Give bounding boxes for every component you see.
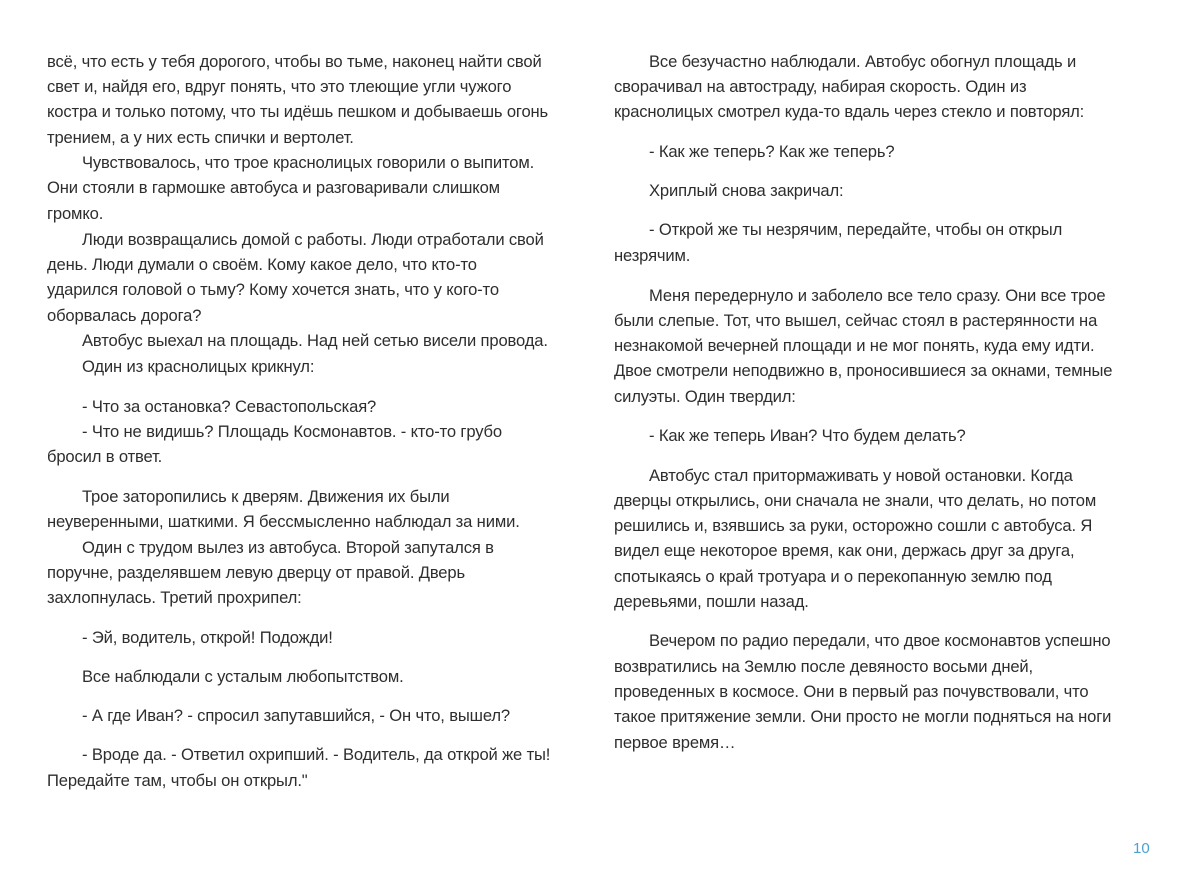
text-line: Автобус стал притормаживать у новой остановки. Когда xyxy=(649,466,1073,485)
text-line: сворачивал на автостраду, набирая скорость. Один из xyxy=(614,77,1027,96)
text-line: дверцы открылись, они сначала не знали, что делать, но потом xyxy=(614,491,1097,510)
text-line: - Как же теперь Иван? Что будем делать? xyxy=(649,426,966,445)
text-line: - Эй, водитель, открой! Подожди! xyxy=(82,628,333,647)
text-line: Они стояли в гармошке автобуса и разговаривали слишком xyxy=(47,178,500,197)
text-line: возвратились на Землю после девяносто восьми дней, xyxy=(614,657,1034,676)
text-line: проведенных в космосе. Они в первый раз почувствовали, что xyxy=(614,682,1089,701)
text-line: Передайте там, чтобы он открыл." xyxy=(47,771,308,790)
text-line: были слепые. Тот, что вышел, сейчас стоял в растерянности на xyxy=(614,311,1098,330)
text-line: краснолицых смотрел куда-то вдаль через стекло и повторял: xyxy=(614,102,1085,121)
text-line: - Что не видишь? Площадь Космонавтов. - кто-то грубо xyxy=(82,422,502,441)
text-line: неуверенными, шаткими. Я бессмысленно наблюдал за ними. xyxy=(47,512,520,531)
text-line: трением, а у них есть спички и вертолет. xyxy=(47,128,354,147)
text-line: такое притяжение земли. Они просто не могли подняться на ноги xyxy=(614,707,1112,726)
text-line: свет и, найдя его, вдруг понять, что это тлеющие угли чужого xyxy=(47,77,512,96)
text-line: всё, что есть у тебя дорогого, чтобы во тьме, наконец найти свой xyxy=(47,52,542,71)
text-line: костра и только потому, что ты идёшь пешком и добываешь огонь xyxy=(47,102,549,121)
text-line: Вечером по радио передали, что двое космонавтов успешно xyxy=(649,631,1111,650)
text-line: Двое смотрели неподвижно в, проносившиеся за окнами, темные xyxy=(614,361,1113,380)
text-line: Меня передернуло и заболело все тело сразу. Они все трое xyxy=(649,286,1106,305)
text-line: деревьями, пошли назад. xyxy=(614,592,809,611)
text-line: Люди возвращались домой с работы. Люди отработали свой xyxy=(82,230,544,249)
text-line: Чувствовалось, что трое краснолицых говорили о выпитом. xyxy=(82,153,535,172)
text-line: - Что за остановка? Севастопольская? xyxy=(82,397,377,416)
text-line: Один с трудом вылез из автобуса. Второй запутался в xyxy=(82,538,494,557)
text-line: Хриплый снова закричал: xyxy=(649,181,844,200)
text-line: бросил в ответ. xyxy=(47,447,163,466)
text-line: громко. xyxy=(47,204,104,223)
text-line: незнакомой вечерней площади и не мог понять, куда ему идти. xyxy=(614,336,1095,355)
text-line: - А где Иван? - спросил запутавшийся, - Он что, вышел? xyxy=(82,706,510,725)
text-line: решились и, взявшись за руки, осторожно сошли с автобуса. Я xyxy=(614,516,1093,535)
text-line: Все наблюдали с усталым любопытством. xyxy=(82,667,404,686)
text-line: поручне, разделявшем левую дверцу от правой. Дверь xyxy=(47,563,465,582)
text-line: оборвалась дорога? xyxy=(47,306,202,325)
text-line: Автобус выехал на площадь. Над ней сетью висели провода. xyxy=(82,331,548,350)
text-line: первое время… xyxy=(614,733,736,752)
text-line: Все безучастно наблюдали. Автобус обогнул площадь и xyxy=(649,52,1077,71)
text-line: захлопнулась. Третий прохрипел: xyxy=(47,588,302,607)
page-number: 10 xyxy=(1133,840,1150,857)
text-line: спотыкаясь о край тротуара и о перекопанную землю под xyxy=(614,567,1052,586)
text-line: - Открой же ты незрячим, передайте, чтобы он открыл xyxy=(649,220,1063,239)
text-line: ударился головой о тьму? Кому хочется знать, что у кого-то xyxy=(47,280,499,299)
text-line: - Вроде да. - Ответил охрипший. - Водитель, да открой же ты! xyxy=(82,745,551,764)
text-line: видел еще некоторое время, как они, держась друг за друга, xyxy=(614,541,1075,560)
text-line: Один из краснолицых крикнул: xyxy=(82,357,315,376)
text-line: - Как же теперь? Как же теперь? xyxy=(649,142,895,161)
text-line: силуэты. Один твердил: xyxy=(614,387,796,406)
text-line: Трое заторопились к дверям. Движения их были xyxy=(82,487,450,506)
text-line: незрячим. xyxy=(614,246,691,265)
text-line: день. Люди думали о своём. Кому какое дело, что кто-то xyxy=(47,255,477,274)
